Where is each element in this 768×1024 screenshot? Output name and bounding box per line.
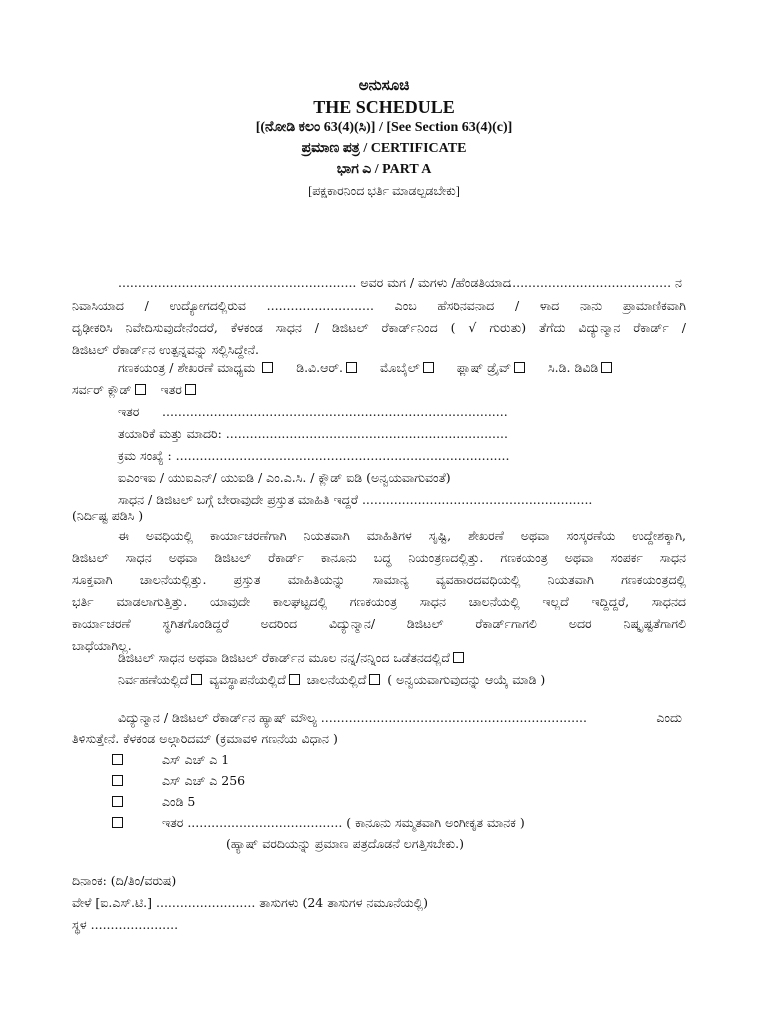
specify-note: (ನಿರ್ದಿಷ್ಟ ಪಡಿಸಿ ) <box>72 508 144 523</box>
ownership-row <box>118 650 467 666</box>
server-cloud-row <box>72 382 199 398</box>
ownership-label: ಡಿಜಿಟಲ್ ಸಾಧನ ಅಥವಾ ಡಿಜಿಟಲ್ ರೆಕಾರ್ಡ್‌ನ ಮೂಲ ನನ್ನ/ನನ್ನಿಂದ ಒಡೆತನದಲ್ಲಿದೆ <box>118 650 450 665</box>
operating-checkbox[interactable] <box>369 674 380 685</box>
md5-checkbox[interactable] <box>112 796 123 807</box>
server-cloud-checkbox[interactable] <box>135 384 146 395</box>
media-option-cd-dvd: ಸಿ.ಡಿ. ಡಿವಿಡಿ <box>548 360 599 375</box>
maintenance-row <box>118 672 545 688</box>
other-algorithm-field[interactable]: ಇತರ ....................................... ( ಕಾನೂನು ಸಮ್ಮತವಾಗಿ ಅಂಗೀಕೃತ ಮಾನಕ ) <box>162 815 525 830</box>
part-heading: ಭಾಗ ಎ / PART A <box>336 162 432 177</box>
declaration-line-2: ನಿವಾಸಿಯಾದ / ಉದ್ಯೋಗದಲ್ಲಿರುವ ........................... ಎಂಬ ಹೆಸರಿನವನಾದ / ಳಾದ ನಾನು ಪ್ರಾಮಾಣಿಕವಾಗಿ <box>72 298 686 313</box>
operation-line-2: ಡಿಜಿಟಲ್ ಸಾಧನ ಅಥವಾ ಡಿಜಿಟಲ್ ರೆಕಾರ್ಡ್ ಕಾನೂನು ಬದ್ಧ ನಿಯಂತ್ರಣದಲ್ಲಿತ್ತು. ಗಣಕಯಂತ್ರ ಅಥವಾ ಸಂಪರ್ಕ ಸಾಧನ <box>72 550 686 565</box>
hash-value-field[interactable]: ವಿದ್ಯುನ್ಮಾನ / ಡಿಜಿಟಲ್ ರೆಕಾರ್ಡ್‌ನ ಹ್ಯಾಷ್ ಮೌಲ್ಯ ................................................................... <box>118 710 588 725</box>
sha1-label: ಎಸ್ ಎಚ್ ಎ 1 <box>162 752 230 767</box>
certificate-heading: ಪ್ರಮಾಣ ಪತ್ರ / CERTIFICATE <box>301 141 467 156</box>
page-title: THE SCHEDULE <box>313 97 455 117</box>
select-applicable-note: ( ಅನ್ವಯವಾಗುವುದನ್ನು ಆಯ್ಕೆ ಮಾಡಿ ) <box>387 672 546 687</box>
hash-report-note: (ಹ್ಯಾಷ್ ವರದಿಯನ್ನು ಪ್ರಮಾಣ ಪತ್ರದೊಡನೆ ಲಗತ್ತಿಸಬೇಕು.) <box>226 836 464 851</box>
section-reference: [(ನೋಡಿ ಕಲಂ 63(4)(ಸಿ)] / [See Section 63(4)(c)] <box>255 120 513 135</box>
sha1-checkbox[interactable] <box>112 754 123 765</box>
others-inline-label: ಇತರ <box>160 382 182 397</box>
media-label: ಗಣಕಯಂತ್ರ / ಶೇಖರಣೆ ಮಾಧ್ಯಮ <box>118 360 256 375</box>
cd-dvd-checkbox[interactable] <box>601 362 612 373</box>
others-label: ಇತರ <box>118 404 140 419</box>
date-field[interactable]: ದಿನಾಂಕ: (ದಿ/ತಿಂ/ವರುಷ) <box>72 873 177 888</box>
kannada-title: ಅನುಸೂಚಿ <box>358 76 410 94</box>
ownership-checkbox[interactable] <box>453 652 464 663</box>
media-option-dvr: ಡಿ.ವಿ.ಆರ್. <box>296 360 343 375</box>
serial-number-field[interactable]: ಕ್ರಮ ಸಂಖ್ಯೆ : .................................................................................... <box>118 448 510 463</box>
declaration-line-3: ದೃಢೀಕರಿಸಿ ನಿವೇದಿಸುವುದೇನೆಂದರೆ, ಕೆಳಕಂಡ ಸಾಧನ / ಡಿಜಿಟಲ್ ರೆಕಾರ್ಡ್‌ನಿಂದ ( √ ಗುರುತು) ತೆಗೆದು ವಿದ್ಯುನ್ಮಾನ ರೆಕಾರ್ಡ್ / <box>72 320 686 335</box>
operation-line-4: ಭರ್ತಿ ಮಾಡಲಾಗುತ್ತಿತ್ತು. ಯಾವುದೇ ಕಾಲಘಟ್ಟದಲ್ಲಿ ಗಣಕಯಂತ್ರ ಸಾಧನ ಚಾಲನೆಯಲ್ಲಿ ಇಲ್ಲದೆ ಇದ್ದಿದ್ದರೆ, ಸಾಧನದ <box>72 594 686 609</box>
server-cloud-label: ಸರ್ವರ್ ಕ್ಲೌಡ್ <box>72 382 132 397</box>
device-ids-line: ಐಎಂಇಐ / ಯುಐಎನ್/ ಯುಐಡಿ / ಎಂ.ಎ.ಸಿ. / ಕ್ಲೌಡ್ ಐಡಿ (ಅನ್ವಯವಾಗುವಂತೆ) <box>118 470 451 485</box>
declaration-line-4: ಡಿಜಿಟಲ್ ರೆಕಾರ್ಡ್‌ನ ಉತ್ಪನ್ನವನ್ನು ಸಲ್ಲಿಸಿದ್ದೇನೆ. <box>72 342 259 357</box>
sha256-checkbox[interactable] <box>112 775 123 786</box>
maintenance-label: ನಿರ್ವಹಣೆಯಲ್ಲಿದೆ <box>118 672 189 687</box>
dvr-checkbox[interactable] <box>346 362 357 373</box>
flash-drive-checkbox[interactable] <box>514 362 525 373</box>
other-algorithm-checkbox[interactable] <box>112 817 123 828</box>
others-checkbox[interactable] <box>185 384 196 395</box>
media-option-flash-drive: ಫ್ಲಾಷ್ ಡ್ರೈವ್ <box>456 360 512 375</box>
media-option-mobile: ಮೊಬೈಲ್ <box>379 360 420 375</box>
time-field[interactable]: ವೇಳೆ [ಐ.ಎಸ್.ಟಿ.] ......................... ತಾಸುಗಳು (24 ತಾಸುಗಳ ನಮೂನೆಯಲ್ಲಿ) <box>72 895 428 910</box>
algorithm-intro: ತಿಳಿಸುತ್ತೇನೆ. ಕೆಳಕಂಡ ಅಲ್ಗಾರಿದಮ್ (ಕ್ರಮಾವಳಿ ಗಣನೆಯ ವಿಧಾನ ) <box>72 731 338 746</box>
mobile-checkbox[interactable] <box>423 362 434 373</box>
maintenance-checkbox[interactable] <box>191 674 202 685</box>
management-label: ವ್ಯವಸ್ಥಾಪನೆಯಲ್ಲಿದೆ <box>209 672 286 687</box>
operation-line-3: ಸೂಕ್ತವಾಗಿ ಚಾಲನೆಯಲ್ಲಿತ್ತು. ಪ್ರಸ್ತುತ ಮಾಹಿತಿಯನ್ನು ಸಾಮಾನ್ಯ ವ್ಯವಹಾರದವಧಿಯಲ್ಲಿ ನಿಯತವಾಗಿ ಗಣಕಯಂತ್ರದಲ್ಲಿ <box>72 572 686 587</box>
operation-line-1: ಈ ಅವಧಿಯಲ್ಲಿ ಕಾರ್ಯಾಚರಣೆಗಾಗಿ ನಿಯತವಾಗಿ ಮಾಹಿತಿಗಳ ಸೃಷ್ಟಿ, ಶೇಖರಣೆ ಅಥವಾ ಸಂಸ್ಕರಣೆಯ ಉದ್ದೇಶಕ್ಕಾಗಿ, <box>118 528 686 543</box>
md5-label: ಎಂಡಿ 5 <box>162 794 196 809</box>
place-field[interactable]: ಸ್ಥಳ ...................... <box>72 917 179 932</box>
management-checkbox[interactable] <box>289 674 300 685</box>
others-field[interactable]: ....................................................................................... <box>162 404 508 419</box>
operation-line-5: ಕಾರ್ಯಾಚರಣೆ ಸ್ಥಗಿತಗೊಂಡಿದ್ದರೆ ಅದರಿಂದ ವಿದ್ಯುನ್ಮಾನ/ ಡಿಜಿಟಲ್ ರೆಕಾರ್ಡ್‌ಗಾಗಲಿ ಅದರ ನಿಷ್ಕೃಷ್ಟತೆಗಾಗಲಿ <box>72 616 686 631</box>
hash-line-end: ಎಂದು <box>656 710 682 725</box>
operating-label: ಚಾಲನೆಯಲ್ಲಿದೆ <box>306 672 367 687</box>
media-checkbox[interactable] <box>262 362 273 373</box>
media-options-row <box>118 360 615 376</box>
declaration-line-1b: ......................................... ನ <box>508 275 682 290</box>
sha256-label: ಎಸ್ ಎಚ್ ಎ 256 <box>162 773 246 788</box>
operation-line-6: ಬಾಧೆಯಾಗಿಲ್ಲ. <box>72 638 132 653</box>
other-info-field[interactable]: ಸಾಧನ / ಡಿಜಿಟಲ್ ಬಗ್ಗೆ ಬೇರಾವುದೇ ಪ್ರಸ್ತುತ ಮಾಹಿತಿ ಇದ್ದರೆ .......................................................... <box>118 492 593 507</box>
make-model-field[interactable]: ತಯಾರಿಕೆ ಮತ್ತು ಮಾದರಿ: ....................................................................... <box>118 426 508 441</box>
declaration-line-1a: ............................................................ ಅವರ ಮಗ / ಮಗಳು /ಹೆಂಡತಿಯಾದ <box>118 275 511 290</box>
fill-instruction: [ಪಕ್ಷಕಾರನಿಂದ ಭರ್ತಿ ಮಾಡಲ್ಪಡಬೇಕು] <box>308 184 460 198</box>
